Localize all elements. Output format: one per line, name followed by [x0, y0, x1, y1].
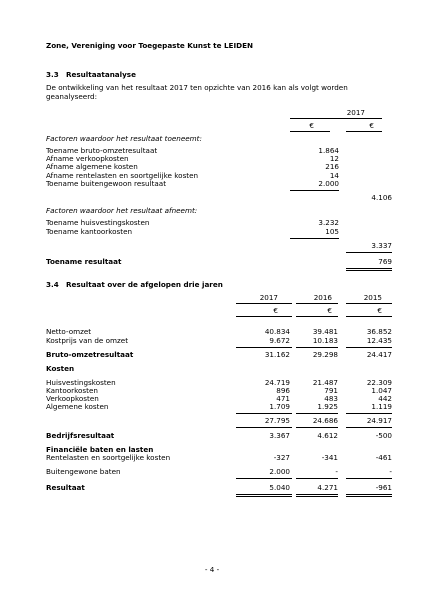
cell-2017: 3.367: [269, 431, 290, 440]
row-label: Netto-omzet: [46, 327, 92, 336]
row-rule: [296, 478, 338, 479]
currency-underline: [290, 131, 330, 132]
decrease-item-value: 105: [325, 227, 339, 236]
cell-2016: 4.612: [317, 431, 338, 440]
row-rule: [236, 413, 292, 414]
row-rule: [296, 413, 338, 414]
increase-item-value: 1.864: [318, 146, 339, 155]
row-rule: [346, 478, 392, 479]
net-result-label: Toename resultaat: [46, 257, 122, 266]
costs-total-2015: 24.917: [366, 416, 392, 425]
currency-symbol: €: [309, 121, 314, 130]
currency-symbol: €: [273, 306, 278, 315]
double-rule: [296, 496, 338, 497]
row-label: Bruto-omzetresultaat: [46, 350, 134, 359]
double-rule: [236, 496, 292, 497]
year-header: 2017: [259, 293, 278, 302]
cell-2015: 442: [378, 394, 392, 403]
column-rule: [236, 303, 292, 304]
currency-symbol: €: [369, 121, 374, 130]
section-heading-resultaatanalyse: Resultaatanalyse: [66, 70, 136, 79]
double-rule: [236, 494, 292, 495]
column-rule: [296, 316, 338, 317]
decrease-total: 3.337: [371, 241, 392, 250]
increase-item-value: 216: [325, 162, 339, 171]
costs-heading: Kosten: [46, 364, 75, 373]
subtotal-rule: [290, 238, 339, 239]
year-header-2017: 2017: [346, 108, 365, 117]
increase-item-label: Toename buitengewoon resultaat: [46, 179, 167, 188]
row-rule: [346, 427, 392, 428]
row-label: Huisvestingskosten: [46, 378, 116, 387]
row-rule: [346, 413, 392, 414]
costs-total-2017: 27.795: [264, 416, 290, 425]
section-number-3-3: 3.3: [46, 70, 59, 79]
row-label: Kostprijs van de omzet: [46, 336, 129, 345]
row-label: Resultaat: [46, 483, 85, 492]
cell-2015: 22.309: [366, 378, 392, 387]
row-rule: [346, 347, 392, 348]
column-rule: [296, 303, 338, 304]
column-rule: [346, 316, 392, 317]
cell-2016: -: [335, 467, 338, 476]
row-rule: [296, 427, 338, 428]
row-label: Rentelasten en soortgelijke kosten: [46, 453, 171, 462]
column-rule: [346, 303, 392, 304]
cell-2016: 4.271: [317, 483, 338, 492]
cell-2015: -: [389, 467, 392, 476]
cell-2016: 21.487: [312, 378, 338, 387]
cell-2016: 791: [324, 386, 338, 395]
page-number: - 4 -: [204, 565, 220, 574]
decrease-item-label: Toename kantoorkosten: [46, 227, 133, 236]
cell-2015: -461: [375, 453, 392, 462]
intro-text-line-1: De ontwikkeling van het resultaat 2017 ten opzichte van 2016 kan als volgt worden: [46, 83, 348, 92]
total-rule: [346, 252, 392, 253]
cell-2015: 36.852: [366, 327, 392, 336]
increase-item-label: Afname algemene kosten: [46, 162, 138, 171]
double-rule: [346, 268, 392, 269]
double-rule: [296, 494, 338, 495]
cell-2015: 24.417: [366, 350, 392, 359]
row-rule: [296, 347, 338, 348]
subtotal-rule: [290, 190, 339, 191]
cell-2016: 10.183: [312, 336, 338, 345]
decrease-item-label: Toename huisvestingskosten: [46, 218, 150, 227]
row-rule: [236, 478, 292, 479]
organization-header: Zone, Vereniging voor Toegepaste Kunst te LEIDEN: [46, 41, 254, 50]
header-rule: [290, 118, 382, 119]
cell-2016: 29.298: [312, 350, 338, 359]
row-rule: [236, 347, 292, 348]
cell-2017: 31.162: [264, 350, 290, 359]
row-label: Algemene kosten: [46, 402, 109, 411]
increase-item-label: Toename bruto-omzetresultaat: [46, 146, 158, 155]
currency-underline: [346, 131, 382, 132]
cell-2017: 9.672: [269, 336, 290, 345]
cell-2015: 1.047: [371, 386, 392, 395]
row-rule: [236, 427, 292, 428]
increase-item-label: Afname verkoopkosten: [46, 154, 129, 163]
year-header: 2016: [313, 293, 332, 302]
cell-2016: 483: [324, 394, 338, 403]
row-label: Buitengewone baten: [46, 467, 121, 476]
cell-2017: 5.040: [269, 483, 290, 492]
section-number-3-4: 3.4: [46, 280, 59, 289]
cell-2017: -327: [273, 453, 290, 462]
row-label: Bedrijfsresultaat: [46, 431, 115, 440]
double-rule: [346, 496, 392, 497]
double-rule: [346, 494, 392, 495]
cell-2017: 24.719: [264, 378, 290, 387]
cell-2016: -341: [321, 453, 338, 462]
decrease-factors-label: Factoren waardoor het resultaat afneemt:: [46, 206, 198, 215]
cell-2017: 896: [276, 386, 290, 395]
currency-symbol: €: [327, 306, 332, 315]
cell-2017: 40.834: [264, 327, 290, 336]
increase-item-value: 2.000: [318, 179, 339, 188]
cell-2015: -961: [375, 483, 392, 492]
row-label: Kantoorkosten: [46, 386, 98, 395]
double-rule: [346, 270, 392, 271]
costs-total-2016: 24.686: [312, 416, 338, 425]
increase-factors-label: Factoren waardoor het resultaat toeneemt:: [46, 134, 202, 143]
cell-2016: 39.481: [312, 327, 338, 336]
financial-heading: Financiële baten en lasten: [46, 445, 154, 454]
column-rule: [236, 316, 292, 317]
cell-2015: -500: [375, 431, 392, 440]
increase-item-value: 12: [329, 154, 339, 163]
increase-item-value: 14: [329, 171, 339, 180]
net-result-value: 769: [378, 257, 392, 266]
cell-2017: 1.709: [269, 402, 290, 411]
year-header: 2015: [363, 293, 382, 302]
cell-2017: 2.000: [269, 467, 290, 476]
cell-2015: 1.119: [371, 402, 392, 411]
section-heading-three-years: Resultaat over de afgelopen drie jaren: [66, 280, 223, 289]
cell-2017: 471: [276, 394, 290, 403]
row-label: Verkoopkosten: [46, 394, 99, 403]
cell-2016: 1.925: [317, 402, 338, 411]
currency-symbol: €: [377, 306, 382, 315]
increase-total: 4.106: [371, 193, 392, 202]
decrease-item-value: 3.232: [318, 218, 339, 227]
intro-text-line-2: geanalyseerd:: [46, 92, 98, 101]
cell-2015: 12.435: [366, 336, 392, 345]
increase-item-label: Afname rentelasten en soortgelijke kosten: [46, 171, 199, 180]
